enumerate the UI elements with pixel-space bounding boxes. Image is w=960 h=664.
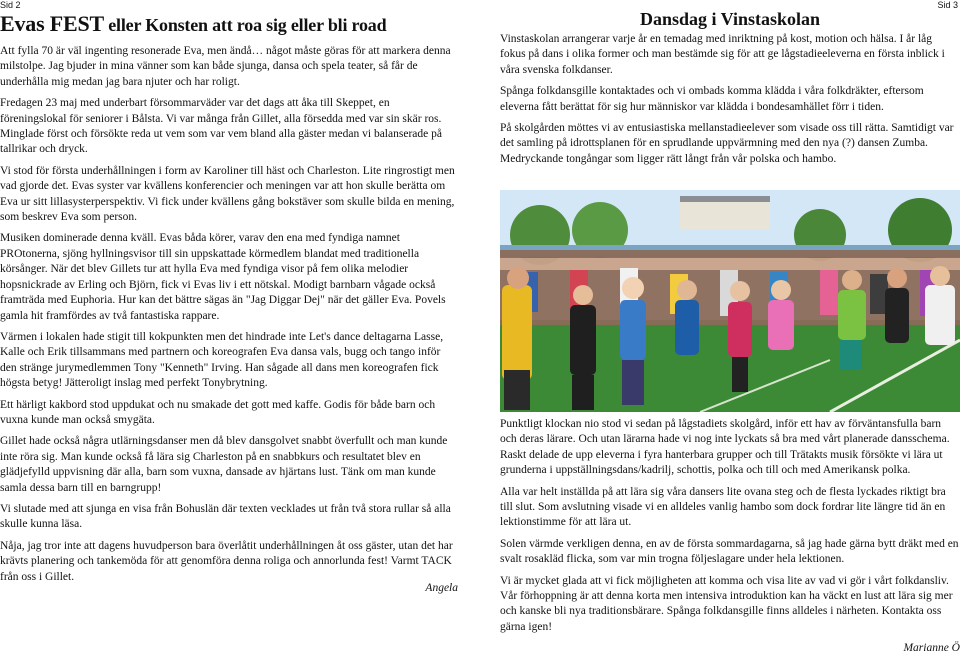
article-body [0, 44, 458, 596]
paragraph: Ett härligt kakbord stod uppdukat och nu smakade det gott med kaffe. Godis för både barn och vuxna kunde man också smygäta. [0, 398, 436, 426]
paragraph: Vi stod för första underhållningen i form av Karoliner till häst och Charleston. Lite ringrostigt men vad gjorde det. Evas syster var kvällens konferencier och meningen var att hon skulle berätta om Eva ur sitt lillasysterperspektiv. Vi fick under kvällens gång bokstäver som skulle bilda en mening, som beskrev Eva som person. [0, 164, 455, 224]
article-body-bottom [500, 417, 960, 657]
paragraph: Alla var helt inställda på att lära sig våra dansers lite ovana steg och de flesta lyckades riktigt bra till slut. Som avslutning visade vi en alldeles vanlig hambo som dock fordrar lite längre tid än en lektionstimme för att lära ut. [500, 485, 946, 529]
page-number-right: Sid 3 [937, 0, 958, 10]
signature: Marianne Ö [903, 642, 960, 655]
paragraph: Punktligt klockan nio stod vi sedan på lågstadiets skolgård, inför ett hav av förväntansfulla barn och deras lärare. Och utan lärarna hade vi nog inte lyckats så bra med vårt planerade dansschema. Raskt delade de upp eleverna i fyra hanterbara grupper och till Trätakts musik försökte vi lära ut grunderna i uppställningsdans/kadrilj, schottis, polka och till och med Amerikansk polka. [500, 418, 950, 477]
title-rest: eller Konsten att roa sig eller bli road [103, 15, 387, 35]
page-number-left: Sid 2 [0, 0, 21, 10]
paragraph: Värmen i lokalen hade stigit till kokpunkten men det hindrade inte Let's dance deltagarna Lasse, Kalle och Erik tillsammans med partnern och koreografen Eva dansa vals, bugg och tango inför den stränge jurymedlemmen Tony "Kenneth" Irving. Han sågade all dans men koreografen fick högsta betyg! Jätteroligt inslag med perfekt Tonybrytning. [0, 330, 444, 390]
title-main: Evas FEST [0, 11, 104, 36]
paragraph: Musiken dominerade denna kväll. Evas båda körer, varav den ena med fyndiga namnet PROtonerna, sjöng hyllningsvisor till sin uppskattade körmedlem blandat med traditionella körsånger. När det blev Gillets tur att hylla Eva med fyndiga visor på fem olika melodier hopsnickrade av Erling och Björn, fick vi Evas liv i ett nötskal. Modigt barnbarn vågade också framträda med Euphoria. Hur kan det bättre sägas än "Jag Diggar Dej" när det gäller Eva. Povels gamla hit framfördes av två fantastiska rappare. [0, 232, 446, 322]
paragraph: Vi är mycket glada att vi fick möjligheten att komma och visa lite av vad vi gör i vårt folkdansliv. Vår förhoppning är att denna korta men intensiva introduktion kan ha väckt en lust att lära sig mer och kanske bli nya traditionsbärare. Spånga folkdansgille finns alldeles i närheten. Kontakta oss gärna igen! [500, 574, 953, 633]
paragraph: På skolgården möttes vi av entusiastiska mellanstadieelever som visade oss till rätta. Samtidigt var det samling på idrottsplanen för en sprudlande uppvärmning med den nya (?) dansen Zumba. Medryckande tongångar som ligger rätt långt från vår polska och hambo. [500, 122, 954, 165]
paragraph: Att fylla 70 är väl ingenting resonerade Eva, men ändå… något måste göras för att markera denna milstolpe. Jag bjuder in mina vänner som kan både sjunga, dansa och spela teater, så får de underhålla mig medan jag bara njuter och har roligt. [0, 45, 451, 88]
photo-children-dancing [500, 190, 960, 412]
paragraph: Vi slutade med att sjunga en visa från Bohuslän där texten vecklades ut från två stora rullar så alla skulle kunna läsa. [0, 502, 451, 531]
article-title: Dansdag i Vinstaskolan [639, 9, 821, 29]
article-title [0, 11, 386, 37]
paragraph: Vinstaskolan arrangerar varje år en temadag med inriktning på kost, motion och hälsa. I år låg fokus på dans i olika former och man bestämde sig för att ge lågstadieeleverna en första inblick i våra svenska folkdanser. [500, 33, 945, 76]
signature: Angela [425, 582, 458, 594]
paragraph: Spånga folkdansgille kontaktades och vi ombads komma klädda i våra folkdräkter, eftersom eleverna fått berättat för sig hur människor var klädda i bondesamhället förr i tiden. [500, 85, 924, 113]
article-body-top [500, 32, 960, 173]
paragraph: Solen värmde verkligen denna, en av de första sommardagarna, så jag hade gärna bytt dräkt med en svalt rosakläd flicka, som var min trogna följeslagare under hela lektionen. [500, 537, 959, 566]
paragraph: Gillet hade också några utlärningsdanser men då blev dansgolvet snabbt överfullt och man kunde inte röra sig. Man kunde också få lära sig Charleston på en snabbkurs och resultatet blev en glädjefylld uppvisning där alla, barn som vuxna, dansade av hjärtans lust. Tänk om man kunde samla dessa barn till en barngrupp! [0, 435, 448, 494]
paragraph: Fredagen 23 maj med underbart försommarväder var det dags att åka till Skeppet, en föreningslokal för seniorer i Bålsta. Vi var många från Gillet, alla försedda med var sin skär ros. Minglade först och försökte reda ut vem som var vem bland alla gäster medan vi balanserade på tallrikar och dryck. [0, 97, 442, 156]
paragraph: Nåja, jag tror inte att dagens huvudperson bara överlåtit underhållningen åt oss gäster, utan det har krävts planering och tankemöda för att genomföra denna roliga och annorlunda fest! Varmt TACK från oss i Gillet. [0, 539, 453, 583]
